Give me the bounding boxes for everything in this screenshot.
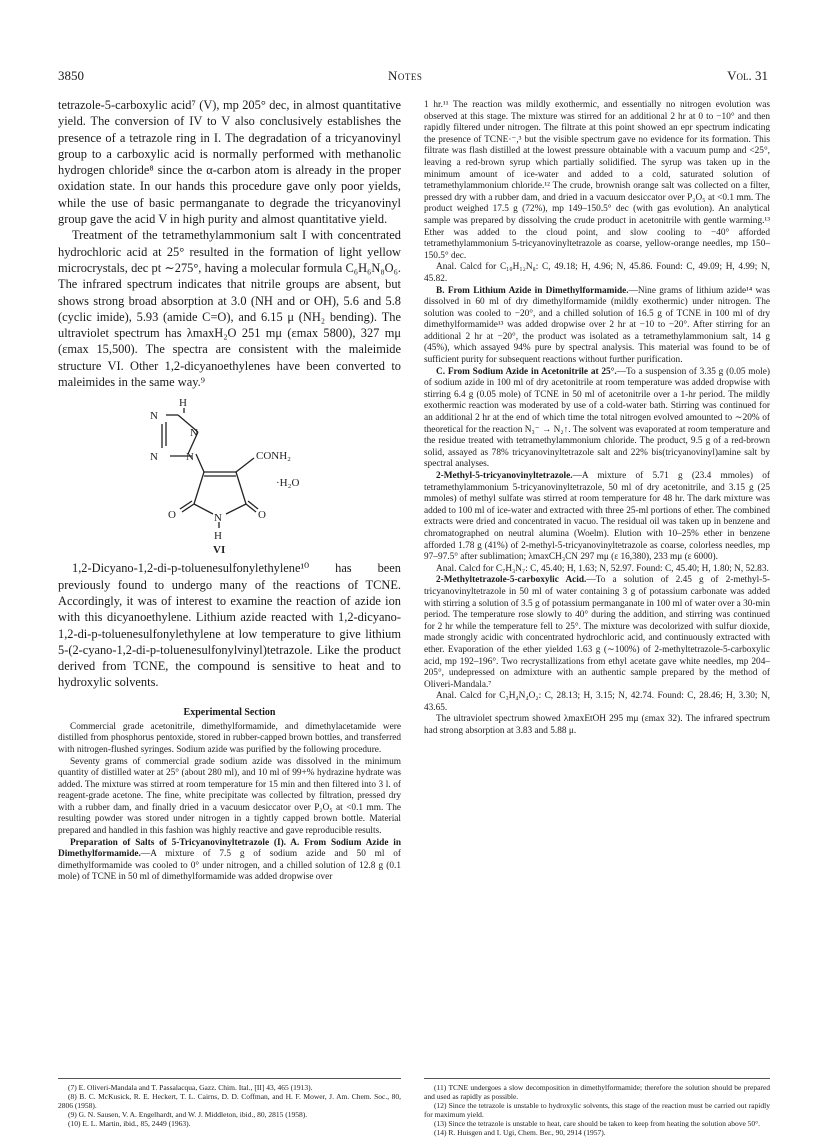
footnote: (7) E. Oliveri-Mandala and T. Passalacqua, Gazz. Chim. Ital., [II] 43, 465 (1913). <box>68 1083 313 1092</box>
footnotes-right <box>424 1078 770 1138</box>
footnote: (9) G. N. Sausen, V. A. Engelhardt, and W. J. Middleton, ibid., 80, 2815 (1958). <box>68 1110 308 1120</box>
section-title: Notes <box>388 68 423 83</box>
footnotes-left <box>58 1078 401 1128</box>
paragraph: Treatment of the tetramethylammonium salt I with concentrated hydrochloric acid at 25° resulted in the formation of light yellow microcrystals, dec pt ∼275°, having a molecular formula C₆H₆N₈O₆. The infrared spectrum indicates that nitrile groups are absent, but shows strong broad absorption at 3.0 (NH and or OH), 5.6 and 5.8 (cyclic imide), 5.93 (amide C=O), and 6.15 μ (NH₂ bending). The ultraviolet spectrum has λmaxH₂O 251 mμ (εmax 5800), 327 mμ (εmax 15,500). The spectra are consistent with the maleimide structure VI. Other 1,2-dicyanoethylenes have been converted to maleimides in the same way.⁹ <box>58 228 401 390</box>
analysis: Anal. Calcd for C₃H₄N₄O₂: C, 28.13; H, 3.15; N, 42.74. Found: C, 28.46; H, 3.30; N, 43.65. <box>424 691 770 713</box>
analysis: Anal. Calcd for C₁₀H₁₂N₈: C, 49.18; H, 4.96; N, 45.86. Found: C, 49.09; H, 4.99; N, 45.82. <box>424 262 770 284</box>
paragraph: The ultraviolet spectrum showed λmaxEtOH 295 mμ (εmax 32). The infrared spectrum had strong absorption at 3.83 and 5.88 μ. <box>424 714 770 737</box>
atom-h: H <box>179 397 187 410</box>
footnote-rule <box>58 1078 401 1079</box>
water-of-hydration: ·H₂O <box>276 477 300 490</box>
paragraph: Preparation of Salts of 5-Tricyanovinyltetrazole (I). A. From Sodium Azide in Dimethylformamide.—A mixture of 7.5 g of sodium azide and 50 ml of dimethylformamide was cooled to 0° under nitrogen, and a chilled solution of 12.8 g (0.1 mole) of TCNE in 50 ml of dimethylformamide was added dropwise over <box>58 837 401 883</box>
atom-n: N <box>214 512 222 525</box>
atom-n: N <box>186 451 194 464</box>
left-column <box>58 97 401 884</box>
atom-o: O <box>168 509 176 522</box>
footnote: (8) B. C. McKusick, R. E. Heckert, T. L. Cairns, D. D. Coffman, and H. F. Mower, J. Am. Chem. Soc., 80, 2806 (1958). <box>58 1092 401 1111</box>
paragraph: tetrazole-5-carboxylic acid⁷ (V), mp 205° dec, in almost quantitative yield. The conversion of IV to V also conclusively establishes the presence of a tetrazole ring in I. The degradation of a tricyanovinyl group to a carboxylic acid is normally performed with methanolic hydrogen chloride⁸ since the α-carbon atom is already in the proper oxidation state. In our hands this procedure gave only poor yields, while the use of basic permanganate to degrade the tricyanovinyl group gave the acid V in high purity and almost quantitative yield. <box>58 98 401 227</box>
analysis: Anal. Calcd for C₇H₃N₇: C, 45.40; H, 1.63; N, 52.97. Found: C, 45.40; H, 1.80; N, 52.83. <box>436 563 769 574</box>
page-header <box>58 68 768 88</box>
paragraph: B. From Lithium Azide in Dimethylformamide.—Nine grams of lithium azide¹⁴ was dissolved in 60 ml of dry dimethylformamide (mildly exothermic) under nitrogen. The solution was cooled to −20°, and a chilled solution of 16.5 g of TCNE in 100 ml of dry dimethylformamide¹³ was added dropwise over 2 hr at −10 to −20°. After stirring for an additional 2 hr at −20°, the product was isolated as a tetramethylammonium salt, 14 g (45%), which assayed 94% pure by spectral analysis. This material was found to be of sufficient purity for subsequent reactions without further purification. <box>424 285 770 366</box>
footnote: (12) Since the tetrazole is unstable to hydroxylic solvents, this stage of the reaction must be carried out rapidly for maximum yield. <box>424 1101 770 1120</box>
right-column <box>424 100 770 738</box>
paragraph: 1 hr.¹¹ The reaction was mildly exothermic, and essentially no nitrogen evolution was observed at this stage. The mixture was stirred for an additional 2 hr at 0 to −10° and then rapidly filtered under nitrogen. The filtrate at this point showed an epr spectrum indicating the presence of TCNE·⁻,³ but the visible spectrum gave no evidence for its formation. This filtrate was flash distilled at the lowest pressure obtainable with a vacuum pump and <25°, leaving a red-brown syrup which partially solidified. The syrup was taken up in the minimum amount of ice-water and added to a cold, saturated solution of tetramethylammonium chloride.¹² The crude, brownish orange salt was collected on a filter, pressed dry with a rubber dam, and dried in a vacuum desiccator over P₂O₅ at <0.1 mm. The product weighed 17.5 g (72%), mp 149–150.5° dec (with gas evolution). An analytical sample was prepared by dissolving the crude product in acetonitrile with gentle warming.¹³ Ether was added to the cloud point, and slow cooling to −40° afforded tetramethylammonium 5-tricyanovinyltetrazole as coarse, yellow-orange needles, mp 150–150.5° dec. <box>424 100 770 261</box>
amide-group: CONH₂ <box>256 450 292 463</box>
footnote: (13) Since the tetrazole is unstable to heat, care should be taken to keep from heating the solution above 50°. <box>434 1119 761 1129</box>
atom-n: N <box>150 410 158 423</box>
compound-label: VI <box>213 544 226 555</box>
run-in-heading: Preparation of Salts of 5-Tricyanovinyltetrazole (I). A. From Sodium Azide in Dimethylformamide. <box>58 837 401 860</box>
paragraph: 1,2-Dicyano-1,2-di-p-toluenesulfonylethylene¹⁰ has been previously found to undergo many of the reactions of TCNE. Accordingly, it was of interest to examine the reaction of azide ion with this dicyanoethylene. Lithium azide reacted with 1,2-dicyano-1,2-di-p-toluenesulfonylethylene at low temperature to give lithium 5-(2-cyano-1,2-di-p-toluenesulfonylvinyl)tetrazole. Like the product derived from TCNE, the compound is sensitive to heat and to hydroxylic solvents. <box>58 561 401 690</box>
paragraph: 2-Methyl-5-tricyanovinyltetrazole.—A mixture of 5.71 g (23.4 mmoles) of tetramethylammonium 5-tricyanovinyltetrazole, 50 ml of dry acetonitrile, and 3.15 g (25 mmoles) of methyl sulfate was stirred at room temperature for 48 hr. The dark mixture was added to 100 ml of ice-water and extracted with three 25-ml portions of ether. The combined extracts were dried and concentrated in vacuo. The residual oil was taken up in benzene and chromatographed on neutral alumina (Woelm). Elution with 10–25% ether in benzene afforded 1.78 g (41%) of 2-methyl-5-tricyanovinyltetrazole as coarse, colorless needles, mp 97–97.5° after sublimation; λmaxCH₃CN 297 mμ (ε 16,380), 233 mμ (ε 6000). <box>424 471 770 563</box>
maleimide-structure-diagram <box>58 396 401 554</box>
atom-o: O <box>258 509 266 522</box>
footnote: (11) TCNE undergoes a slow decomposition in dimethylformamide; therefore the solution should be prepared and used as rapidly as possible. <box>424 1083 770 1102</box>
atom-n: N <box>150 451 158 464</box>
volume-label: Vol. 31 <box>727 68 768 83</box>
atom-h: H <box>214 530 222 543</box>
section-heading: Experimental Section <box>183 706 276 718</box>
footnote: (10) E. L. Martin, ibid., 85, 2449 (1963). <box>68 1119 191 1129</box>
paragraph: Commercial grade acetonitrile, dimethylformamide, and dimethylacetamide were distilled from phosphorus pentoxide, stored in rubber-capped brown bottles, and transferred with nitrogen-flushed syringes. Sodium azide was purified by the following procedure. <box>58 721 401 755</box>
footnote: (14) R. Huisgen and I. Ugi, Chem. Ber., 90, 2914 (1957). <box>434 1128 606 1138</box>
structure-vi <box>58 396 401 554</box>
footnote-rule <box>424 1078 770 1079</box>
paragraph: Seventy grams of commercial grade sodium azide was dissolved in the minimum quantity of distilled water at 25° (about 280 ml), and 10 ml of 99+% hydrazine hydrate was added. The mixture was stirred at room temperature for 15 min and then filtered into 3 l. of reagent-grade acetone. The fine, white precipitate was collected by filtration, pressed dry with a rubber dam, and finally dried in a vacuum desiccator over P₂O₅ at <0.1 mm. The resulting powder was stored under nitrogen in a tightly capped brown bottle. Material prepared and handled in this fashion was highly reactive and gave reproducible results. <box>58 756 401 837</box>
page-number: 3850 <box>58 68 84 83</box>
atom-n: N <box>190 427 198 440</box>
paragraph: C. From Sodium Azide in Acetonitrile at 25°.—To a suspension of 3.35 g (0.05 mole) of sodium azide in 100 ml of dry acetonitrile at room temperature was added dropwise with stirring 6.4 g (0.05 mole) of TCNE in 50 ml of acetonitrile over a 1-hr period. The mildly exothermic reaction was moderated by use of a cold-water bath. Stirring was continued for an additional 2 hr at the end of which time the total nitrogen evolved amounted to ∼20% of theoretical for the reaction N₃⁻ → N₂↑. The solvent was evaporated at room temperature and the residue treated with tetramethylammonium chloride. The product, 9.5 g of a red-brown solid, assayed as 78% tricyanovinyltetrazole salt and 22% bis(tricyanovinyl)amine salt by spectral analyses. <box>424 366 770 470</box>
paragraph: 2-Methyltetrazole-5-carboxylic Acid.—To a solution of 2.45 g of 2-methyl-5-tricyanovinyltetrazole in 50 ml of water containing 3 g of potassium carbonate was added with stirring a solution of 3.5 g of potassium permanganate in 100 ml of water over a 30-min period. The temperature rose slowly to 40° during the addition, and stirring was continued for 2 hr while the temperature fell to 25°. The mixture was decolorized with sulfur dioxide, made strongly acidic with concentrated hydrochloric acid, and continuously extracted with ether. Evaporation of the ether yielded 1.63 g (∼100%) of 2-methyltetrazole-5-carboxylic acid, mp 192–196°. Two recrystallizations from ethyl acetate gave white needles, mp 204–205°, undepressed on admixture with an authentic sample prepared by the method of Oliveri-Mandala.⁷ <box>424 575 770 690</box>
